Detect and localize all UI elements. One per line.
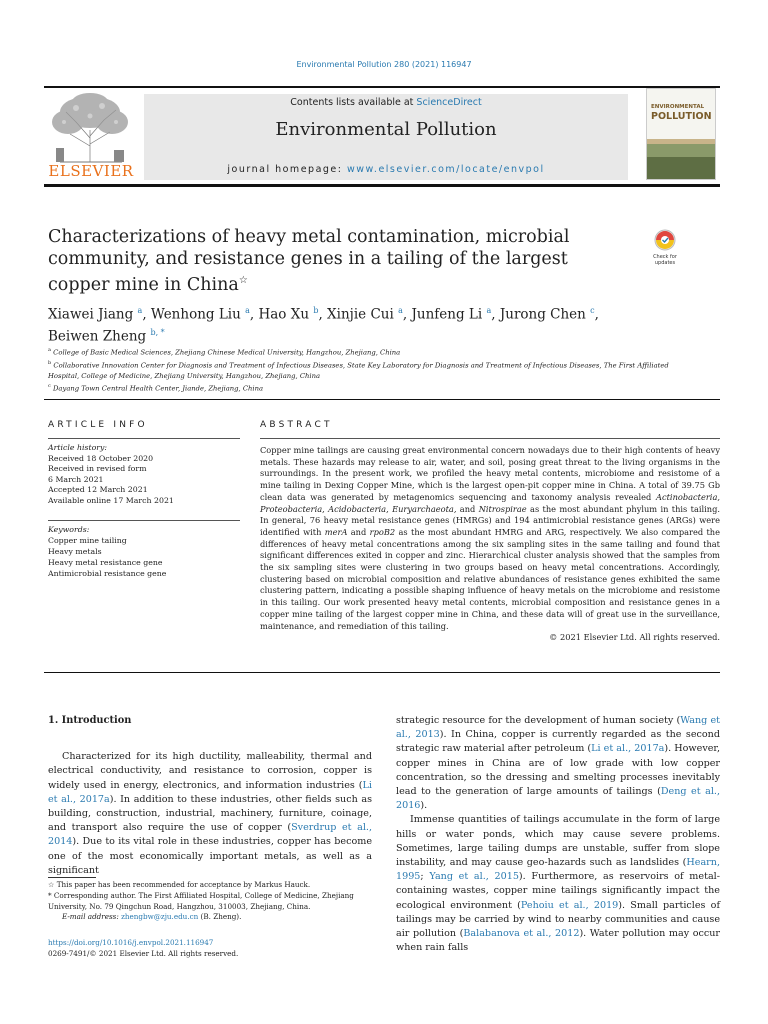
journal-citation[interactable]: Environmental Pollution 280 (2021) 116947	[296, 60, 472, 69]
cover-line-2: POLLUTION	[651, 111, 712, 122]
author-name[interactable]: Jurong Chen	[499, 306, 586, 323]
reference-link[interactable]: Deng et al., 2016	[396, 786, 720, 812]
homepage-line	[144, 164, 628, 175]
author-affil-mark[interactable]: a	[245, 306, 250, 315]
body-text: ). In China, copper is currently regarded as the second strategic raw material after petroleum (	[396, 729, 720, 755]
keyword: Copper mine tailing	[48, 536, 127, 545]
doi-block	[48, 938, 372, 960]
affiliation-text: Collaborative Innovation Center for Diagnosis and Treatment of Infectious Diseases, State Key Laboratory for Diagnosis and Treatment of Infectious Diseases, The First Affiliated Hospital, College of Medicine, Zhejiang University, Hangzhou, Zhejiang, China	[48, 361, 669, 380]
author-name[interactable]: Beiwen Zheng	[48, 328, 147, 344]
check-updates-icon	[644, 228, 686, 254]
reference-link[interactable]: Balabanova et al., 2012	[463, 928, 580, 940]
footnote: * Corresponding author. The First Affiliated Hospital, College of Medicine, Zhejiang University, No. 79 Qingchun Road, Hangzhou, 310003, Zhejiang, China.	[48, 890, 354, 911]
body-paragraph	[396, 714, 720, 813]
issn-line: 0269-7491/© 2021 Elsevier Ltd. All rights reserved.	[48, 948, 239, 958]
abstract-text	[260, 445, 720, 632]
email-label: E-mail address:	[62, 912, 122, 922]
affiliation-mark: b	[48, 359, 52, 366]
body-text: Characterized for its high ductility, malleability, thermal and electrical conductivity, and resistance to corrosion, copper is widely used in energy, electronics, and information industries (	[48, 751, 372, 791]
body-text: ). Water pollution may occur when rain falls	[396, 928, 721, 954]
affiliation-mark: a	[48, 347, 51, 353]
article-title-text: Characterizations of heavy metal contamination, microbial community, and resistance genes in a tailing of the largest copper mine in China	[48, 227, 570, 295]
article-info-heading: ARTICLE INFO	[48, 420, 148, 430]
affiliation-text: Dayang Town Central Health Center, Jiande, Zhejiang, China	[52, 384, 264, 393]
author-affil-mark[interactable]: c	[590, 306, 595, 315]
body-text: Immense quantities of tailings accumulate in the form of large hills or water ponds, which may cause severe problems. Sometimes, large tailing dumps are unstable, suffer from slope instability, and may cause geo-hazards such as landslides (	[396, 814, 720, 869]
author-affil-mark[interactable]: a	[137, 306, 143, 315]
check-for-updates-badge[interactable]	[644, 228, 686, 272]
abstract-part: as the most abundant phylum in this tailing. In general, 76 heavy metal resistance genes (HMRGs) and 194 antimicrobial resistance genes (ARGs) were identified with	[260, 503, 721, 537]
history-item: Received 18 October 2020	[48, 453, 154, 463]
author-name[interactable]: Wenhong Liu	[150, 306, 241, 323]
cover-image	[647, 139, 715, 179]
body-text: ). In addition to these industries, other fields such as building, construction, industrial, machinery, furniture, coinage, and transport also require the use of copper (	[48, 793, 372, 834]
abstract-body	[260, 445, 720, 644]
footnote-email	[48, 912, 372, 923]
abstract-gene: rpoB2	[369, 526, 396, 537]
abstract-part: Copper mine tailings are causing great environmental concern nowadays due to their high contents of heavy metals. These hazards may release to air, water, and soil, posing great threat to the living organisms in the surroundings. In the present work, we profiled the heavy metal contents, microbiome and resistome of a mine tailing in Dexing Copper Mine, which is the largest open-pit copper mine in China. A total of 39.75 Gb clean data was generated by metagenomics sequencing and taxonomy analysis revealed	[260, 445, 720, 502]
keywords-rule	[48, 520, 240, 521]
cover-title	[651, 103, 711, 121]
body-paragraph	[396, 813, 720, 955]
body-paragraph	[48, 750, 372, 878]
elsevier-wordmark: ELSEVIER	[48, 162, 134, 180]
sciencedirect-link[interactable]: ScienceDirect	[416, 97, 482, 108]
abstract-heading: ABSTRACT	[260, 420, 333, 430]
reference-link[interactable]: Pehoiu et al., 2019	[520, 899, 619, 911]
abstract-part: and	[456, 503, 479, 514]
footnotes	[48, 880, 372, 923]
doi-link[interactable]: https://doi.org/10.1016/j.envpol.2021.116947	[48, 938, 214, 947]
body-text: ). However, copper mines in China are of low grade with low copper concentration, so the dressing and smelting processes inevitably lead to the generation of large amounts of tailings (	[396, 743, 720, 798]
footnote-rule	[48, 877, 96, 878]
abstract-gene: merA	[324, 526, 348, 537]
body-text: ).	[420, 800, 428, 812]
footnote: ☆ This paper has been recommended for acceptance by Markus Hauck.	[48, 880, 311, 889]
section-divider	[44, 399, 720, 400]
abstract-part: as the most abundant HMRG and ARG, respectively. We also compared the differences of heavy metal concentrations among the six sampling sites in the same tailing and found that significant differences exited in copper and zinc. Hierarchical cluster analysis showed that the samples from the six sampling sites were clustering in two groups based on heavy metal concentrations. Accordingly, clustering based on microbial composition and relative abundances of resistance genes exhibited the same clustering pattern, indicating a possible shaping influence of heavy metals on the microbiome and resistome in this tailing. Our work presented heavy metal contents, microbial composition and resistance genes in a copper mine tailing of the largest copper mine in China, and these data will of great use in the surveillance, maintenance, and remediation of this tailing.	[260, 526, 721, 631]
homepage-link[interactable]: www.elsevier.com/locate/envpol	[346, 164, 545, 175]
keyword: Heavy metals	[48, 547, 102, 556]
body-text: ). Due to its vital role in these industries, copper has become one of the most economically important metals, as well as a significant	[48, 836, 372, 876]
journal-title: Environmental Pollution	[275, 119, 497, 140]
elsevier-logo[interactable]	[46, 92, 136, 180]
affiliation	[48, 345, 688, 358]
affiliation	[48, 381, 688, 394]
history-item: Received in revised form	[48, 464, 147, 474]
body-text: strategic resource for the development of human society (	[396, 715, 681, 726]
reference-link[interactable]: Li et al., 2017a	[591, 743, 665, 755]
reference-link[interactable]: Wang et al., 2013	[396, 715, 720, 741]
elsevier-tree-icon	[46, 92, 136, 164]
reference-link[interactable]: Hearn, 1995	[396, 857, 720, 883]
email-link[interactable]: zhengbw@zju.edu.cn	[121, 912, 199, 922]
journal-masthead	[144, 94, 628, 180]
abstract-taxa: Actinobacteria, Proteobacteria, Acidobacteria, Euryarchaeota,	[260, 491, 720, 514]
affiliations	[48, 345, 688, 394]
body-text: ). Furthermore, as reservoirs of metal-containing wastes, copper mine tailings significantly impact the ecological environment (	[396, 871, 720, 911]
abstract-part: and	[347, 526, 370, 537]
homepage-prefix: journal homepage:	[227, 164, 347, 175]
check-updates-label: Check for updates	[653, 254, 677, 266]
author-affil-mark[interactable]: a	[398, 306, 403, 315]
reference-link[interactable]: Sverdrup et al., 2014	[48, 822, 373, 848]
keyword: Antimicrobial resistance gene	[48, 569, 167, 578]
abstract-copyright: © 2021 Elsevier Ltd. All rights reserved.	[549, 632, 720, 643]
author-affil-mark[interactable]: a	[486, 306, 492, 315]
author-affil-mark[interactable]: b	[313, 306, 319, 315]
affiliation-mark: c	[48, 383, 51, 390]
contents-line	[144, 97, 628, 108]
keyword: Heavy metal resistance gene	[48, 558, 163, 567]
article-history	[48, 443, 240, 507]
article-info-rule	[48, 438, 240, 439]
section-heading: 1. Introduction	[48, 715, 132, 726]
history-item: 6 March 2021	[48, 474, 104, 484]
keywords	[48, 524, 240, 579]
masthead-top-rule	[44, 86, 720, 88]
author-name[interactable]: Xiawei Jiang	[48, 306, 134, 323]
body-text: ). Small particles of tailings may be carried by wind to nearby communities and cause air pollution (	[396, 899, 720, 940]
reference-link[interactable]: Li et al., 2017a	[48, 779, 372, 805]
keywords-label: Keywords:	[48, 525, 90, 534]
abstract-bottom-rule	[44, 672, 720, 673]
body-right-column	[396, 714, 720, 955]
author-name[interactable]: Xinjie Cui	[327, 306, 394, 323]
author-affil-mark[interactable]: b, *	[150, 327, 165, 337]
contents-prefix: Contents lists available at	[290, 97, 417, 108]
email-suffix: (B. Zheng).	[198, 912, 242, 922]
history-item: Available online 17 March 2021	[48, 495, 174, 505]
history-label: Article history:	[48, 443, 108, 452]
history-item: Accepted 12 March 2021	[48, 485, 148, 495]
author-name[interactable]: Junfeng Li	[411, 306, 483, 323]
cover-line-1: ENVIRONMENTAL	[651, 104, 705, 110]
affiliation	[48, 358, 688, 381]
abstract-taxa: Nitrospirae	[478, 503, 527, 514]
abstract-rule	[260, 438, 720, 439]
affiliation-text: College of Basic Medical Sciences, Zhejiang Chinese Medical University, Hangzhou, Zhejiang, China	[53, 348, 401, 357]
author-name[interactable]: Hao Xu	[258, 306, 310, 323]
title-footnote-mark[interactable]: ☆	[238, 275, 248, 286]
masthead-bottom-rule	[44, 184, 720, 187]
author-list: Xiawei Jiang $^a$, Wenhong Liu $^a$, Hao Xu $^b$, Xinjie Cui $^a$, Junfeng Li $^a$, Jurong Chen $^c$, Beiwen Zheng $^{b, *}$	[48, 306, 599, 344]
body-text: ;	[420, 871, 430, 883]
article-title	[48, 226, 618, 296]
body-left-column	[48, 714, 372, 878]
journal-cover[interactable]	[646, 88, 716, 180]
reference-link[interactable]: Yang et al., 2015	[429, 871, 519, 883]
